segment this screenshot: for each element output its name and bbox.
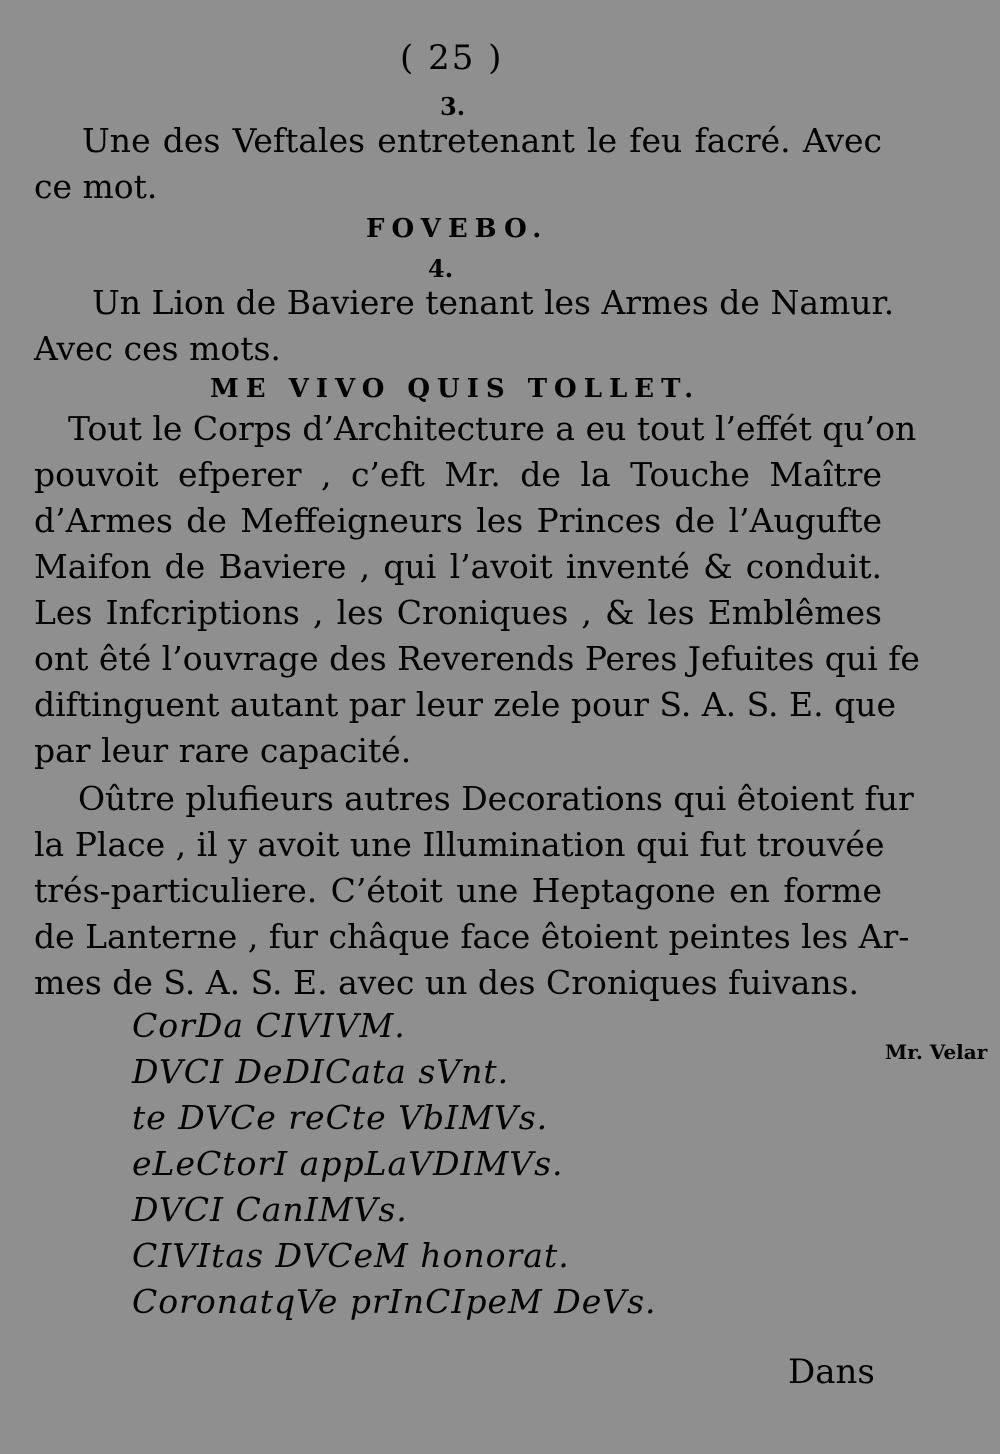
paragraph-1-line-5: Les Infcriptions , les Croniques , & les Emblêmes xyxy=(34,593,882,632)
paragraph-1-line-8: par leur rare capacité. xyxy=(34,731,412,770)
paragraph-2-line-4: de Lanterne , fur châque face êtoient peintes les Ar- xyxy=(34,917,910,956)
paragraph-1-line-7: diftinguent autant par leur zele pour S. A. S. E. que xyxy=(34,685,897,724)
paragraph-2-line-3: trés-particuliere. C’étoit une Heptagone en forme xyxy=(34,871,882,910)
chronogram-5: DVCI CanIMVs. xyxy=(132,1190,408,1229)
chronogram-3: te DVCe reCte VbIMVs. xyxy=(132,1098,549,1137)
chronogram-6: CIVItas DVCeM honorat. xyxy=(132,1236,570,1275)
section-4-line-1: Un Lion de Baviere tenant les Armes de Namur. xyxy=(92,283,895,322)
chronogram-2: DVCI DeDICata sVnt. xyxy=(132,1052,510,1091)
catchword: Dans xyxy=(788,1352,875,1392)
section-3-line-2: ce mot. xyxy=(34,167,158,206)
section-3-motto: FOVEBO. xyxy=(366,214,549,244)
chronogram-4: eLeCtorI appLaVDIMVs. xyxy=(132,1144,564,1183)
margin-note: Mr. Velar xyxy=(885,1040,988,1064)
paragraph-2-line-5: mes de S. A. S. E. avec un des Croniques fuivans. xyxy=(34,963,860,1002)
section-4-motto: ME VIVO QUIS TOLLET. xyxy=(210,374,701,404)
page-number: ( 25 ) xyxy=(400,38,504,78)
paragraph-1-line-3: d’Armes de Meffeigneurs les Princes de l’Augufte xyxy=(34,501,882,540)
chronogram-7: CoronatqVe prInCIpeM DeVs. xyxy=(132,1282,657,1321)
paragraph-1-line-1: Tout le Corps d’Architecture a eu tout l’effét qu’on xyxy=(68,409,917,448)
section-3-line-1: Une des Veftales entretenant le feu facré. Avec xyxy=(82,121,882,160)
paragraph-2-line-2: la Place , il y avoit une Illumination qui fut trouvée xyxy=(34,825,885,864)
paragraph-1-line-2: pouvoit efperer , c’eft Mr. de la Touche Maître xyxy=(34,455,882,494)
chronogram-1: CorDa CIVIVM. xyxy=(132,1006,406,1045)
section-3-number: 3. xyxy=(440,92,466,121)
paragraph-2-line-1: Oûtre plufieurs autres Decorations qui êtoient fur xyxy=(78,779,914,818)
section-4-line-2: Avec ces mots. xyxy=(34,329,281,368)
paragraph-1-line-4: Maifon de Baviere , qui l’avoit inventé & conduit. xyxy=(34,547,882,586)
section-4-number: 4. xyxy=(428,254,454,283)
paragraph-1-line-6: ont êté l’ouvrage des Reverends Peres Jefuites qui fe xyxy=(34,639,920,678)
